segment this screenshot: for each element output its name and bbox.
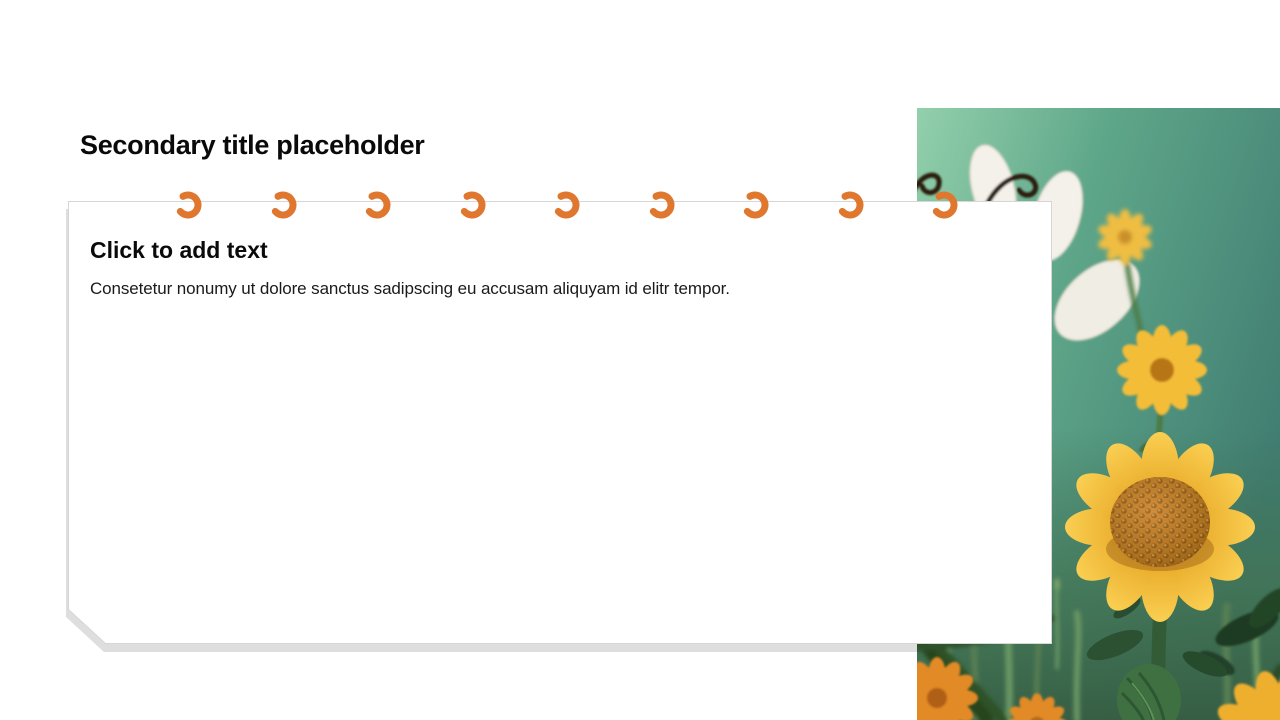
- binder-ring-icon: [268, 188, 298, 222]
- content-card: [68, 201, 1052, 644]
- card-body-text: Consetetur nonumy ut dolore sanctus sadipscing eu accusam aliquyam id elitr tempor.: [90, 278, 730, 298]
- card-heading: Click to add text: [90, 237, 268, 263]
- binder-ring-icon: [362, 188, 392, 222]
- binder-ring-icon: [835, 188, 865, 222]
- binder-ring-icon: [551, 188, 581, 222]
- card-text-placeholder[interactable]: [90, 237, 990, 300]
- binder-ring-icon: [457, 188, 487, 222]
- binder-rings: [173, 188, 959, 222]
- binder-ring-icon: [740, 188, 770, 222]
- binder-ring-icon: [646, 188, 676, 222]
- slide-title-placeholder[interactable]: Secondary title placeholder: [80, 130, 425, 160]
- binder-ring-icon: [173, 188, 203, 222]
- binder-ring-icon: [929, 188, 959, 222]
